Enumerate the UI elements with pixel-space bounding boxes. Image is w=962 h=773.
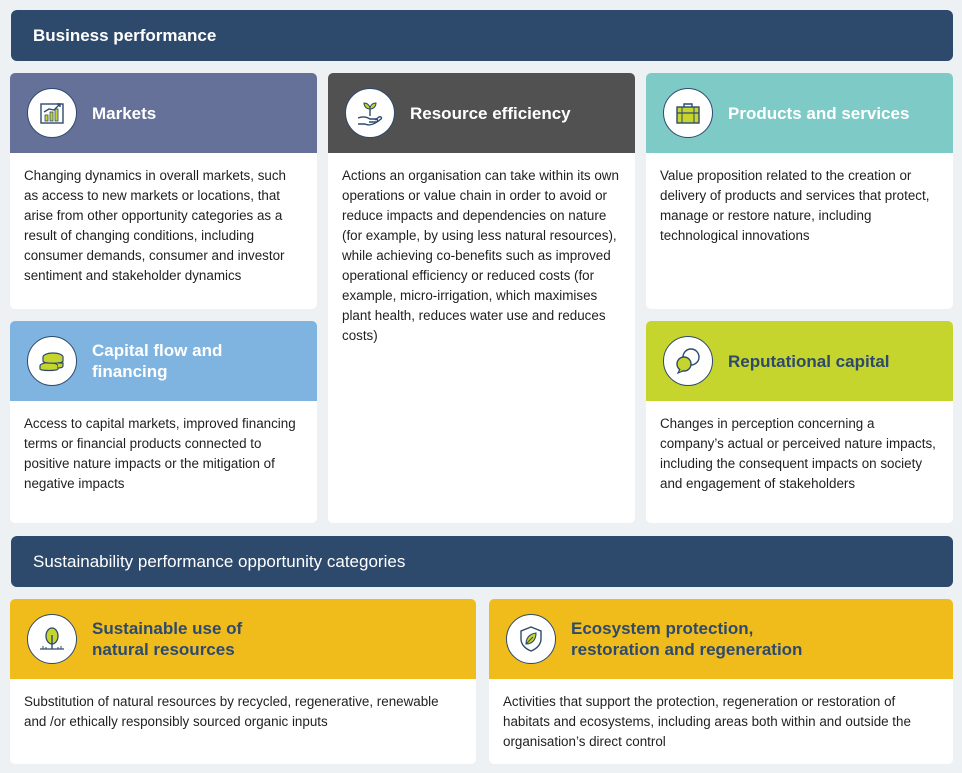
products-services-card-header <box>646 73 953 153</box>
tree-icon <box>27 614 77 664</box>
sustainable-use-description: Substitution of natural resources by recycled, regenerative, renewable and /or ethically responsibly sourced organic inputs <box>24 694 439 729</box>
ecosystem-protection-card <box>489 599 953 764</box>
hand-plant-icon <box>345 88 395 138</box>
reputational-capital-title: Reputational capital <box>728 351 890 371</box>
chart-growth-icon <box>27 88 77 138</box>
resource-efficiency-description: Actions an organisation can take within its own operations or value chain in order to avoid or reduce impacts and dependencies on nature (for example, by using less natural resources), while achieving co-benefits such as improved operational efficiency or reduced costs (for example, micro-irrigation, which maximises plant health, reduces water use and reduces costs) <box>342 168 619 343</box>
reputational-capital-description: Changes in perception concerning a company’s actual or perceived nature impacts, including the consequent impacts on society and engagement of stakeholders <box>660 416 936 491</box>
reputational-capital-card <box>646 321 953 523</box>
markets-card <box>10 73 317 309</box>
sustainability-performance-banner <box>11 536 953 587</box>
products-services-description: Value proposition related to the creation or delivery of products and services that protect, manage or restore nature, including technological innovations <box>660 168 930 243</box>
business-performance-title: Business performance <box>33 25 217 45</box>
ecosystem-protection-card-header <box>489 599 953 679</box>
capital-flow-description: Access to capital markets, improved financing terms or financial products connected to positive nature impacts or the mitigation of negative impacts <box>24 416 296 491</box>
capital-flow-title: Capital flow and financing <box>92 341 223 381</box>
resource-efficiency-card-header <box>328 73 635 153</box>
sustainable-use-title: Sustainable use of natural resources <box>92 619 243 659</box>
capital-flow-card <box>10 321 317 523</box>
resource-efficiency-title: Resource efficiency <box>410 103 571 123</box>
sustainability-performance-title: Sustainability performance opportunity categories <box>33 551 406 571</box>
resource-efficiency-card <box>328 73 635 523</box>
sustainable-use-card <box>10 599 476 764</box>
capital-flow-card-header <box>10 321 317 401</box>
business-performance-banner <box>11 10 953 61</box>
ecosystem-protection-description: Activities that support the protection, regeneration or restoration of habitats and ecosystems, including areas both within and outside the organisation’s direct control <box>503 694 911 749</box>
products-services-title: Products and services <box>728 103 910 123</box>
markets-description: Changing dynamics in overall markets, such as access to new markets or locations, that arise from other opportunity categories as a result of changing conditions, including consumer demands, consumer and investor sentiment and stakeholder dynamics <box>24 168 286 283</box>
markets-card-header <box>10 73 317 153</box>
markets-title: Markets <box>92 103 157 123</box>
speech-bubbles-icon <box>663 336 713 386</box>
briefcase-icon <box>663 88 713 138</box>
coins-icon <box>27 336 77 386</box>
ecosystem-protection-title: Ecosystem protection, restoration and regeneration <box>571 619 803 659</box>
sustainable-use-card-header <box>10 599 476 679</box>
reputational-capital-card-header <box>646 321 953 401</box>
products-services-card <box>646 73 953 309</box>
shield-leaf-icon <box>506 614 556 664</box>
